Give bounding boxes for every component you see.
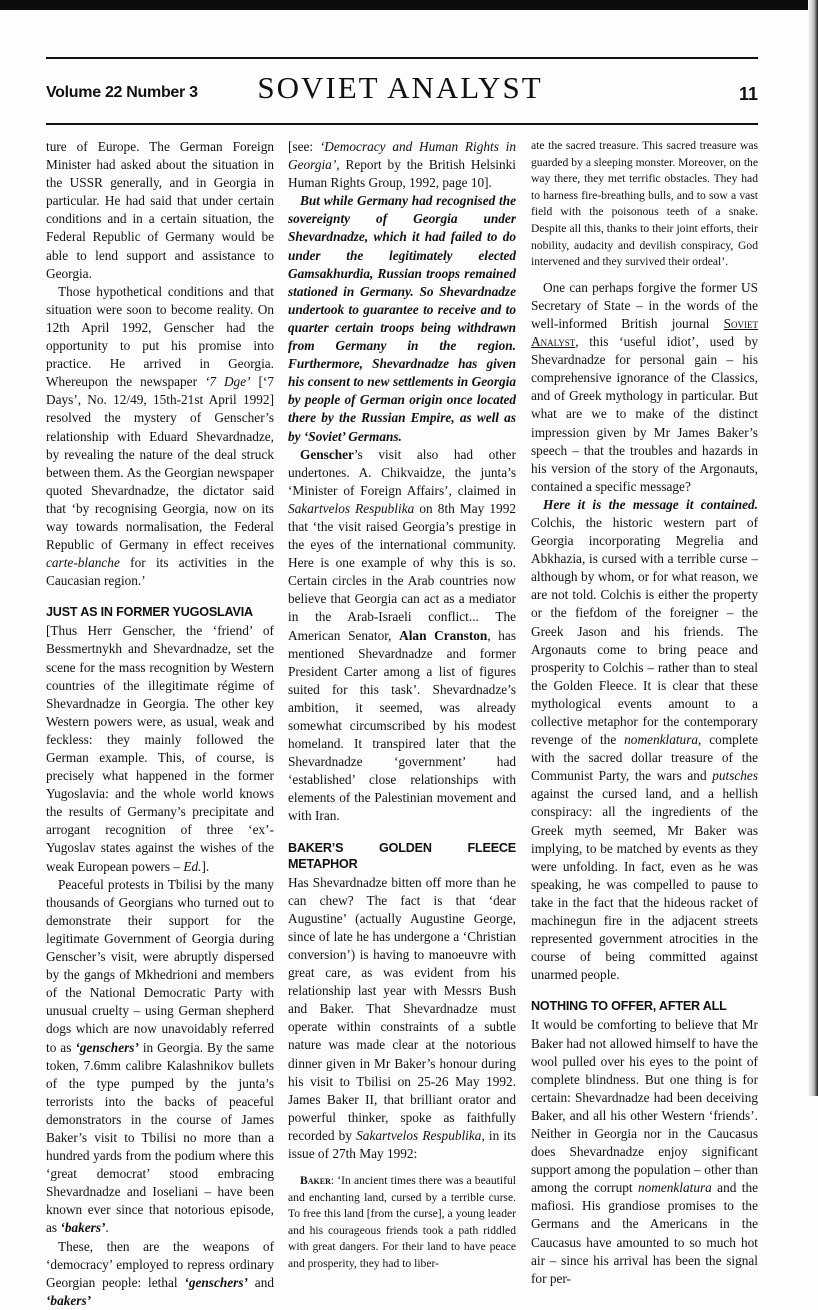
block-quote: Baker: ‘In ancient times there was a beautiful and enchanting land, cursed by a terrible curse. To free this land [from the curse], a young leader and his courageous friends took a path riddled with great dangers. For their land to have peace and prosperity, they had to liber- bbox=[288, 1174, 516, 1271]
volume-label: Volume 22 Number 3 bbox=[46, 84, 198, 101]
paragraph: It would be comforting to believe that Mr Baker had not allowed himself to have the wool pulled over his eyes to the point of complete blindness. But one thing is for certain: Shevardnadze had been deceiving Baker, and all his other Western ‘friends’. Neither in Georgia nor in the Caucasus does Shevardnadze enjoy significant support among the population – other than among the corrupt nomenklatura and the mafiosi. His grandiose promises to the Germans and the Americans in the Caucasus have amounted to so much hot air – since his arrival has been the signal for per- bbox=[531, 1017, 758, 1286]
header-rule-bottom bbox=[46, 123, 758, 125]
column-2 bbox=[288, 138, 516, 1273]
column-3 bbox=[531, 138, 758, 1288]
paragraph: [Thus Herr Genscher, the ‘friend’ of Bessmertnykh and Shevardnadze, set the scene for the mass recognition by Western countries of the illegitimate régime of Shevardnadze in Georgia. The other key Western powers were, as usual, weak and feckless: they mainly followed the German example. This, of course, is precisely what happened in the former Yugoslavia: and the whole world knows the results of Germany’s precipitate and arrogant recognition of three ‘ex’-Yugoslav states against the wishes of the weak European powers – Ed.]. bbox=[46, 623, 274, 874]
paragraph: One can perhaps forgive the former US Secretary of State – in the words of the well-informed British journal Soviet Analyst, this ‘useful idiot’, used by Shevardnadze for personal gain – his comprehensive ignorance of the Classics, and of Greek mythology in particular. But what are we to make of the distinct impression given by Mr James Baker’s speech – that the troubles and hazards in his version of the story of the Argonauts, contained a specific message? bbox=[531, 279, 758, 494]
page-number: 11 bbox=[738, 84, 758, 104]
section-heading: NOTHING TO OFFER, AFTER ALL bbox=[531, 999, 727, 1014]
section-heading: JUST AS IN FORMER YUGOSLAVIA bbox=[46, 605, 253, 620]
paragraph: Those hypothetical conditions and that situation were soon to become reality. On 12th April 1992, Genscher had the opportunity to put his promise into practice. He arrived in Georgia. Whereupon the newspaper ‘7 Dge’ [‘7 Days’, No. 12/49, 15th-21st April 1992] resolved the mystery of Genscher’s relationship with Eduard Shevardnadze, by revealing the nature of the deal struck between them. As the Georgian newspaper quoted Shevardnadze, the dictator said that ‘by recognising Georgia, now on its way towards normalisation, the Federal Republic of Germany in effect receives carte-blanche for its activities in the Caucasian region.’ bbox=[46, 283, 274, 589]
section-heading: BAKER’S GOLDEN FLEECE METAPHOR bbox=[288, 840, 516, 871]
paragraph: ture of Europe. The German Foreign Minister had asked about the situation in the USSR generally, and in Georgia in particular. He had said that under certain conditions and in a certain situation, the Federal Republic of Germany would be able to lend support and assistance to Georgia. bbox=[46, 139, 274, 281]
paragraph: Has Shevardnadze bitten off more than he can chew? The fact is that ‘dear Augustine’ (actually Augustine George, since of late he has undergone a ‘Christian conversion’) is having to manoeuvre with great care, as was evident from his relationship last year with Messrs Bush and Baker. That Shevardnadze must operate within constraints of a subtle nature was made clear at the notorious dinner given in Mr Baker’s honour during his visit to Tbilisi on 25-26 May 1992. James Baker II, that brilliant orator and powerful thinker, spoke as faithfully recorded by Sakartvelos Respublika, in its issue of 27th May 1992: bbox=[288, 874, 516, 1161]
masthead-title: SOVIET ANALYST bbox=[257, 70, 543, 105]
paragraph: Here it is the message it contained. Colchis, the historic western part of Georgia incorporating Megrelia and Abkhazia, is cursed with a terrible curse – although by whom, or for what reason, we are not told. Colchis is either the property or the fiefdom of the foreigner – the Greek Jason and his friends. The Argonauts come to bring peace and prosperity to Colchis – rather than to steal the Golden Fleece. It is clear that these mythological events amount to a collective metaphor for the contemporary revenge of the nomenklatura, complete with the sacred dollar treasure of the Communist Party, the wars and putsches against the cursed land, and a hellish conspiracy: all the ingredients of the Greek myth seemed, Mr Baker was implying, to be matched by events as they were unfolding. In fact, even as he was speaking, he was compelled to pause to take in the fact that the hideous racket of machinegun fire in the adjacent streets represented government atrocities in the course of being committed against unarmed people. bbox=[531, 496, 759, 983]
paragraph: [see: ‘Democracy and Human Rights in Georgia’, Report by the British Helsinki Human Rights Group, 1992, page 10]. bbox=[288, 139, 516, 191]
header-rule-top bbox=[46, 57, 758, 59]
paragraph: Peaceful protests in Tbilisi by the many thousands of Georgians who turned out to demonstrate their support for the legitimate Government of Georgia during Genscher’s visit, were abruptly dispersed by the gangs of Mkhedrioni and members of the National Democratic Party with unusual cruelty – using German shepherd dogs which are now unavoidably referred to as ‘genschers’ in Georgia. By the same token, 7.6mm calibre Kalashnikov bullets of the type pumped by the junta’s terrorists into the backs of peaceful demonstrators in the course of James Baker’s visit to Tbilisi no more than a hundred yards from the podium where this ‘great democrat’ stood embracing Shevardnadze and Ioseliani – have been known ever since that notorious episode, as ‘bakers’. bbox=[46, 876, 274, 1236]
paragraph: These, then are the weapons of ‘democracy’ employed to repress ordinary Georgian people: lethal ‘genschers’ and ‘bakers’ bbox=[46, 1238, 274, 1308]
paragraph: Genscher’s visit also had other undertones. A. Chikvaidze, the junta’s ‘Minister of Foreign Affairs’, claimed in Sakartvelos Respublika on 8th May 1992 that ‘the visit raised Georgia’s prestige in the eyes of the international community. Here is one example of why this is so. Certain circles in the Arab countries now believe that Georgia can act as a mediator in the Arab-Israeli conflict... The American Senator, Alan Cranston, has mentioned Shevardnadze and former President Carter among a list of figures suited for this task’. Shevardnadze’s ambition, it seemed, was already somewhat circumscribed by his modest homeland. It transpired later that the Shevardnadze ‘government’ had ‘established’ close relationships with elements of the Palestinian movement and with Iran. bbox=[288, 446, 517, 824]
right-page-edge bbox=[808, 0, 818, 1096]
column-1 bbox=[46, 138, 274, 1310]
paragraph: But while Germany had recognised the sovereignty of Georgia under Shevardnadze, which it had failed to do under the legitimately elected Gamsakhurdia, Russian troops remained stationed in Germany. So Shevardnadze undertook to guarantee to receive and to quarter certain troops being withdrawn from Germany in the region. Furthermore, Shevardnadze has given his consent to new settlements in Georgia by people of German origin once located there by the Russian Empire, as well as by ‘Soviet’ Germans. bbox=[288, 193, 516, 444]
top-edge-bar bbox=[0, 0, 818, 10]
block-quote-continued: ate the sacred treasure. This sacred treasure was guarded by a sleeping monster. Moreover, on the way there, they met terrific obstacles. They had to harness fire-breathing bulls, and to sow a vast field with the poisonous teeth of a snake. Despite all this, thanks to their joint efforts, their nobility, audacity and devilish conspiracy, God intervened and they survived their ordeal’. bbox=[531, 139, 758, 269]
